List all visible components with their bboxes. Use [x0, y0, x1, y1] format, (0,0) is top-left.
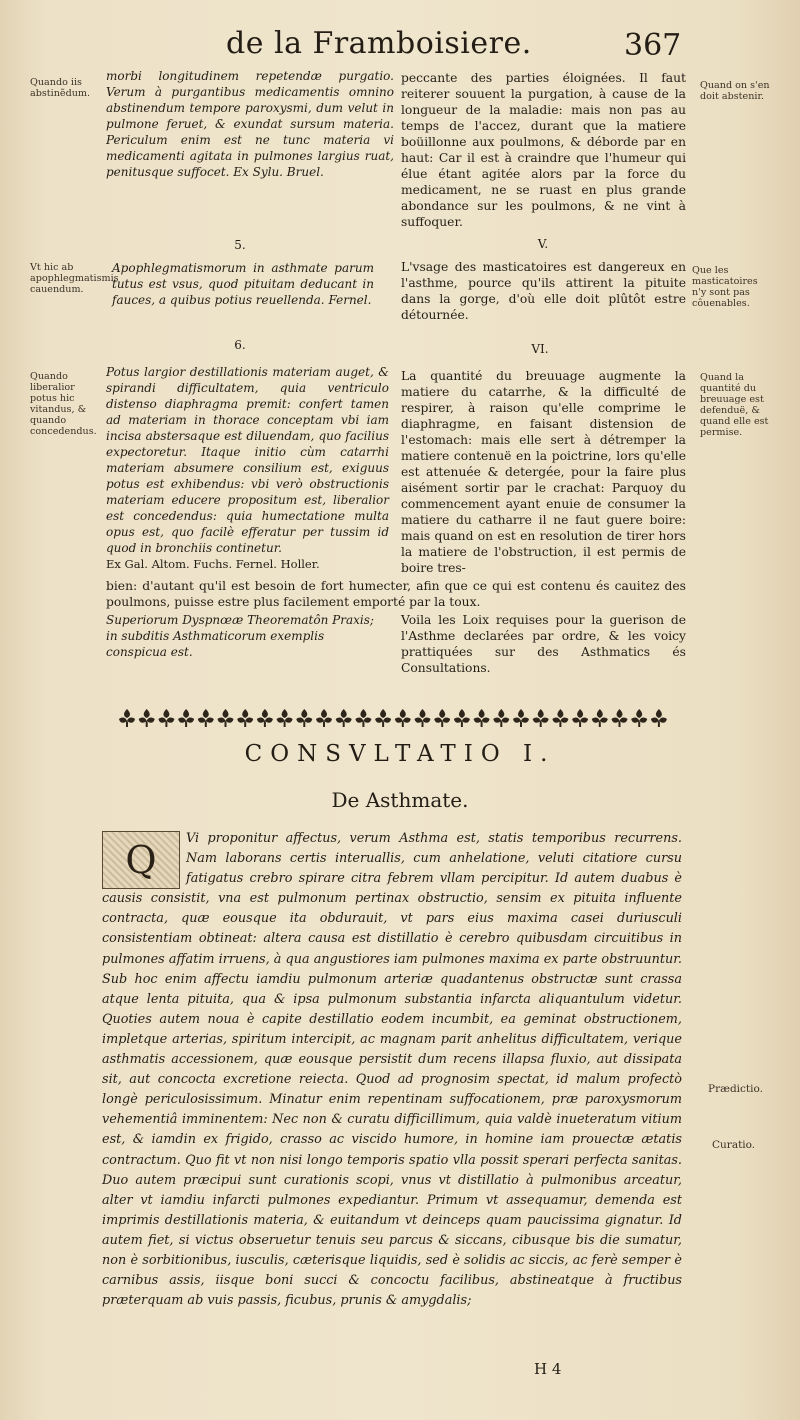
- margin-note-left-5: Vt hic ab apophlegmatismis cauendum.: [30, 262, 119, 295]
- fleuron-icon: [198, 709, 214, 727]
- fleuron-icon: [375, 709, 391, 727]
- fleuron-icon: [612, 709, 628, 727]
- signature-mark: H 4: [534, 1360, 562, 1378]
- margin-note-right-6: Quand la quantité du breuuage est defenduë, & quand elle est permise.: [700, 372, 769, 438]
- fleuron-icon: [552, 709, 568, 727]
- fleuron-icon: [474, 709, 490, 727]
- fleuron-icon: [631, 709, 647, 727]
- consultatio-body-text: Vi proponitur affectus, verum Asthma est, statis temporibus recurrens. Nam laborans certis interuallis, cum anhelatione, veluti citatiore cursu fatigatus crebro spirare citra febrem vllam percipitur. Id autem duabus è causis consistit, vna est pulmonum pertinax obstructio, sensim ex pituita influente contracta, quæ eousque ita obdurauit, vt pars eius maxima casei duriusculi consistentiam obtineat: altera causa est distillatio è cerebro quibusdam circuitibus in pulmones affatim irruens, à qua angustiores iam pulmones maxima ex parte obstruuntur. Sub hoc enim affectu iamdiu pulmonum arteriæ quadantenus obstructæ sunt crassa atque lenta pituita, qua & ipsa pulmonum substantia infarcta aliquantulum videtur. Quoties autem noua è capite destillatio eodem incumbit, ea geminat obstructionem, impletque arterias, spiritum intercipit, ac magnam parit anhelitus difficultatem, verique asthmatis accessionem, quæ eousque persistit dum recens illapsa fluxio, aut dissipata sit, aut concocta excretione reiecta. Quod ad prognosim spectat, id malum profectò longè periculosissimum. Minatur enim repentinam suffocationem, præ paroxysmorum vehementiâ imminentem: Nec non & curatu difficillimum, quia valdè inueteratum vitium est, & iamdin ex frigido, crasso ac viscido humore, in homine iam prouectæ ætatis contractum. Quo fit vt non nisi longo temporis spatio vlla possit sperari perfecta sanitas. Duo autem præcipui sunt curationis scopi, vnus vt distillatio à pulmonibus arceatur, alter vt iamdiu infarcti pulmones expediantur. Primum vt assequamur, demenda est imprimis destillationis materia, & euitandum vt deinceps quam paucissima gignatur. Id autem fiet, si victus obseruetur tenuis seu parcus & siccans, cibusque bis die sumatur, non è sorbitionibus, iusculis, cæterisque liquidis, sed è solidis ac siccis, ac ferè semper è carnibus assis, iisque boni succi & concoctu facilibus, abstineatque à fructibus præterquam ab vuis passis, ficubus, prunis & amygdalis;: [102, 831, 682, 1309]
- section-number-latin-6: 6.: [234, 338, 246, 352]
- fleuron-icon: [178, 709, 194, 727]
- section-number-latin-5: 5.: [234, 238, 246, 252]
- ornamental-border-icon: [117, 707, 677, 729]
- french-paragraph-5: L'vsage des masticatoires est dangereux en l'asthme, pource qu'ils attirent la pituite dans la gorge, d'où elle doit plûtôt estre détournée.: [401, 260, 686, 322]
- margin-note-left-6: Quando liberalior potus hic vitandus, & quando concedendus.: [30, 371, 97, 437]
- latin-paragraph-5: Apophlegmatismorum in asthmate parum tutus est vsus, quod pituitam deducant in fauces, a quibus potius reuellenda. Fernel.: [112, 261, 374, 307]
- fleuron-icon: [158, 709, 174, 727]
- consultatio-subheading: De Asthmate.: [331, 788, 469, 812]
- section-number-french-6: VI.: [531, 342, 549, 356]
- margin-note-praedictio: Prædictio.: [708, 1083, 763, 1095]
- margin-note-right-5: Que les masticatoires n'y sont pas côuenables.: [692, 265, 758, 309]
- section-number-french-5: V.: [537, 237, 549, 251]
- french-continuation-full-width: bien: d'autant qu'il est besoin de fort humecter, afin que ce qui est contenu és cauitez des poulmons, puisse estre plus facilement emporté par la toux.: [106, 579, 686, 609]
- french-praxis-note: Voila les Loix requises pour la guerison de l'Asthme declarées par ordre, & les voicy prattiquées sur des Asthmatics és Consultations.: [401, 613, 686, 675]
- latin-paragraph-6-source: Ex Gal. Altom. Fuchs. Fernel. Holler.: [106, 557, 320, 571]
- fleuron-icon: [395, 709, 411, 727]
- fleuron-icon: [355, 709, 371, 727]
- fleuron-icon: [237, 709, 253, 727]
- latin-paragraph-6: [106, 364, 389, 572]
- fleuron-icon: [651, 709, 667, 727]
- french-paragraph-6: La quantité du breuuage augmente la matiere du catarrhe, & la difficulté de respirer, à raison qu'elle comprime le diaphragme, en faisant distension de l'estomach: mais elle sert à détremper la matiere contenuë en la poictrine, lors qu'elle est attenuée & detergée, pour la faire plus aisément sortir par le crachat: Parquoy du commencement ayant enuie de consumer la matiere du catharre il ne faut guere boire: mais quand on est en resolution de tirer hors la matiere de l'obstruction, il est permis de boire tres-: [401, 369, 686, 575]
- fleuron-icon: [218, 709, 234, 727]
- fleuron-icon: [336, 709, 352, 727]
- margin-note-left-4: Quando iis abstinẽdum.: [30, 77, 91, 99]
- fleuron-icon: [316, 709, 332, 727]
- fleuron-icon: [533, 709, 549, 727]
- running-title: de la Framboisiere.: [226, 26, 532, 61]
- latin-praxis-note: Superiorum Dyspnœæ Theorematôn Praxis; in subditis Asthmaticorum exemplis conspicua est.: [106, 613, 374, 659]
- page-number: 367: [624, 28, 682, 63]
- fleuron-icon: [592, 709, 608, 727]
- latin-paragraph-4: morbi longitudinem repetendæ purgatio. Verum à purgantibus medicamentis omnino abstinendum tempore paroxysmi, dum velut in pulmone feruet, & exundat sursum materia. Periculum enim est ne tunc materia vi medicamenti agitata in pulmones largius ruat, penitusque suffocet. Ex Sylu. Bruel.: [106, 69, 394, 179]
- dropcap-initial: Q: [102, 831, 180, 889]
- fleuron-icon: [296, 709, 312, 727]
- fleuron-icon: [139, 709, 155, 727]
- consultatio-heading: CONSVLTATIO I.: [244, 741, 556, 767]
- margin-note-right-4: Quand on s'en doit abstenir.: [700, 80, 770, 102]
- latin-paragraph-6-text: Potus largior destillationis materiam auget, & spirandi difficultatem, quia ventriculo distenso diaphragma premit: confert tamen ad materiam in thorace conceptam vbi iam incisa abstersaque est diluendam, quo facilius expectoretur. Itaque initio cùm catarrhi materiam absumere consilium est, exiguus potus est exhibendus: vbi verò obstructionis materiam educere propositum est, liberalior est concedendus: quia humectatione multa opus est, quo facilè efferatur per tussim id quod in bronchiis continetur.: [106, 365, 389, 555]
- fleuron-icon: [572, 709, 588, 727]
- fleuron-icon: [454, 709, 470, 727]
- running-header: [0, 26, 800, 66]
- fleuron-icon: [119, 709, 135, 727]
- fleuron-icon: [415, 709, 431, 727]
- fleuron-icon: [257, 709, 273, 727]
- consultatio-body: [102, 829, 682, 1311]
- fleuron-icon: [277, 709, 293, 727]
- fleuron-icon: [434, 709, 450, 727]
- margin-note-curatio: Curatio.: [712, 1139, 756, 1151]
- french-paragraph-4: peccante des parties éloignées. Il faut reiterer souuent la purgation, à cause de la longueur de la maladie: mais non pas au temps de l'accez, durant que la matiere boüillonne aux poulmons, & déborde par en haut: Car il est à craindre que l'humeur qui élue étant agitée alors par la force du medicament, ne se ruast en plus grande abondance sur les poulmons, & ne vint à suffoquer.: [401, 71, 686, 229]
- fleuron-icon: [513, 709, 529, 727]
- fleuron-icon: [493, 709, 509, 727]
